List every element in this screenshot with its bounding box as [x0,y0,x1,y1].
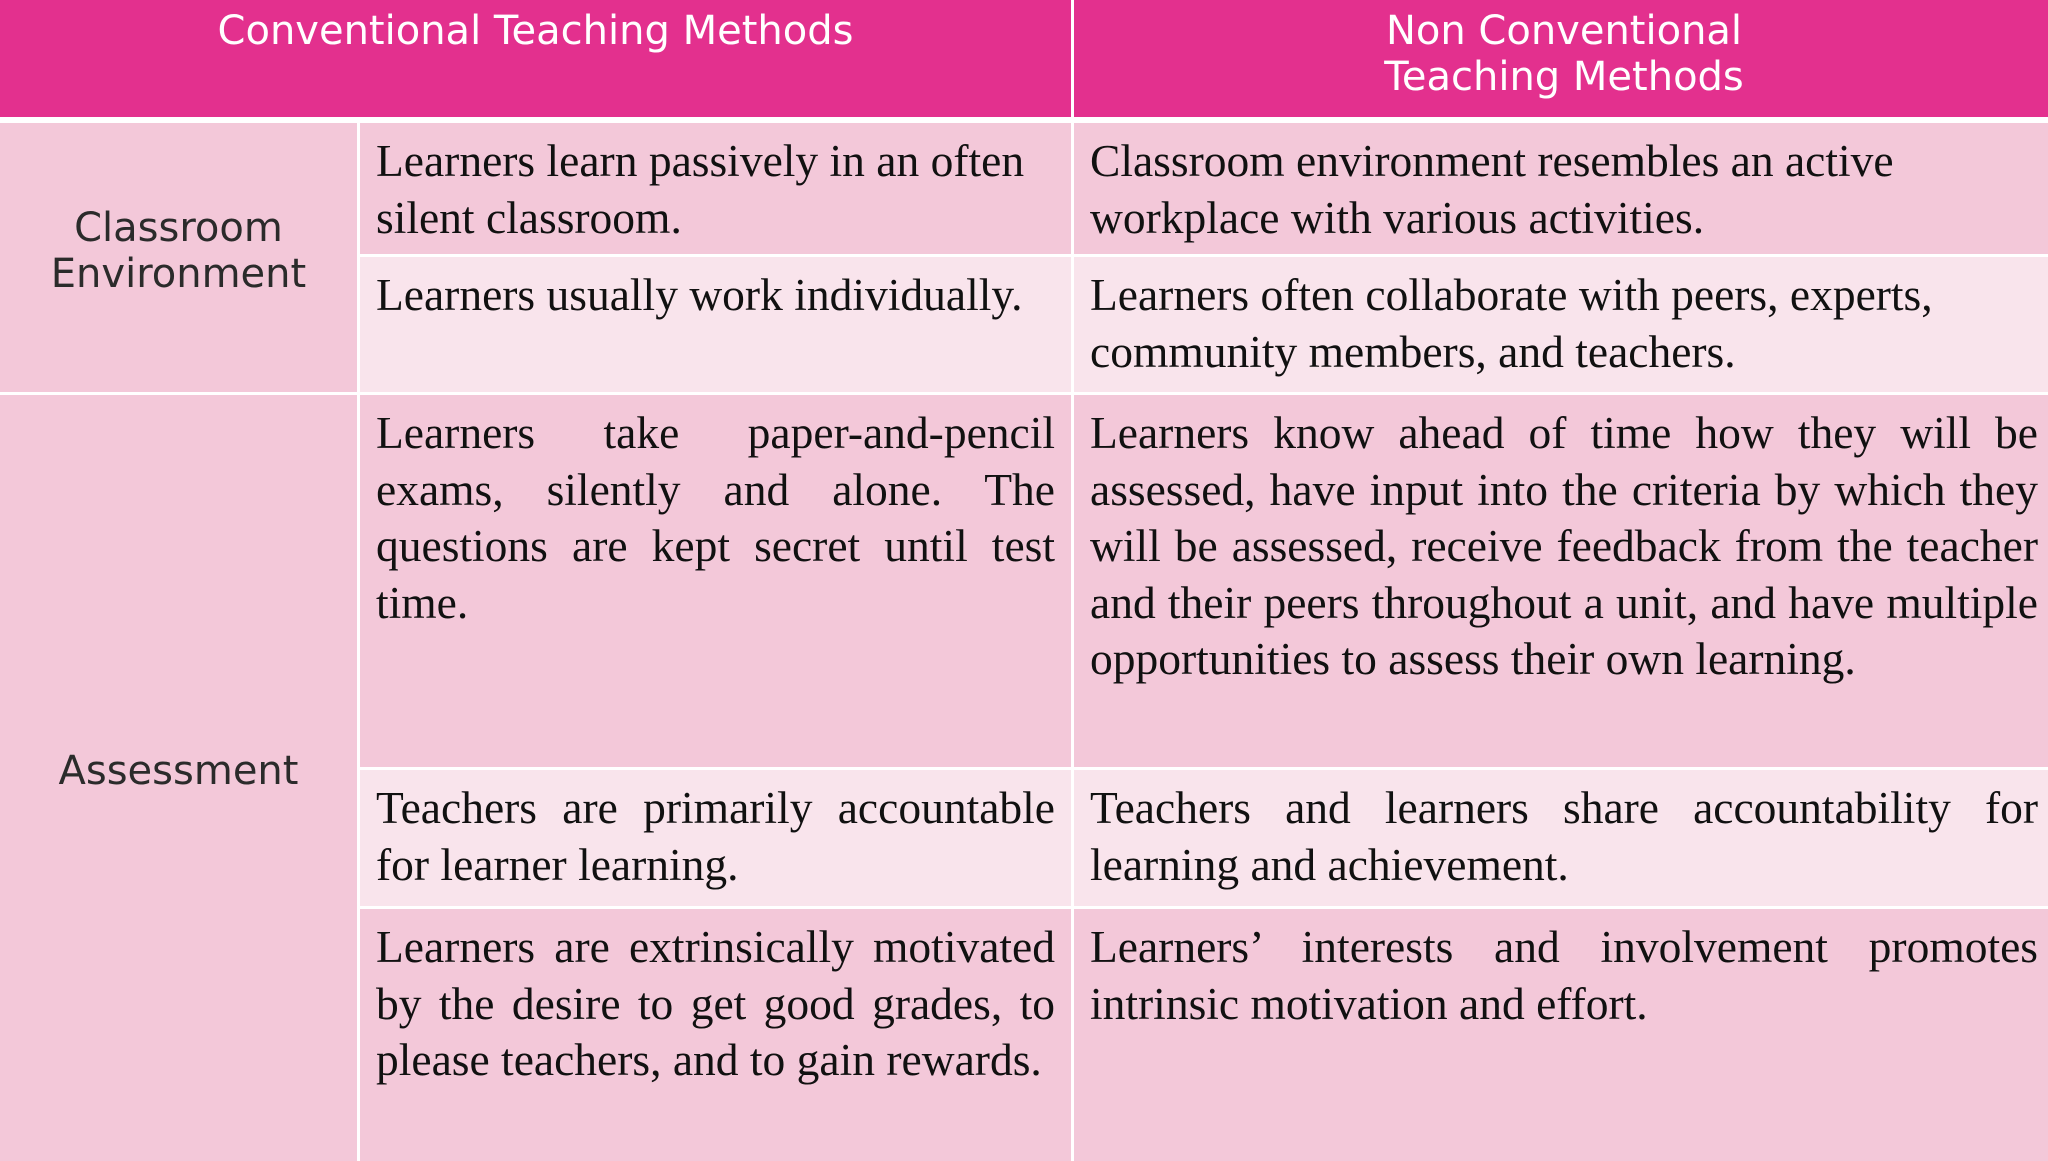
category-classroom-line1: Classroom [74,204,283,251]
header-conventional [0,0,1071,120]
category-classroom-environment [0,123,357,392]
table-cell-non-conventional: Learners often collaborate with peers, experts, community members, and teachers. [1074,257,2048,392]
table-cell-conventional: Learners usually work individually. [360,257,1071,392]
table-cell-conventional: Teachers are primarily accountable for learner learning. [360,770,1071,906]
table-cell-conventional: Learners learn passively in an often silent classroom. [360,123,1071,254]
table-cell-conventional: Learners take paper-and-pencil exams, silently and alone. The questions are kept secret until test time. [360,395,1071,767]
header-non-conventional [1074,0,2048,120]
category-classroom-line2: Environment [50,250,307,297]
table-cell-conventional: Learners are extrinsically motivated by the desire to get good grades, to please teachers, and to gain rewards. [360,909,1071,1161]
header-non-conventional-line2: Teaching Methods [1384,54,1744,100]
table-cell-non-conventional: Classroom environment resembles an active workplace with various activities. [1074,123,2048,254]
table-cell-non-conventional: Learners know ahead of time how they will be assessed, have input into the criteria by which they will be assessed, receive feedback from the teacher and their peers throughout a unit, and have multiple opportunities to assess their own learning. [1074,395,2048,767]
header-non-conventional-line1: Non Conventional [1385,8,1743,54]
table-cell-non-conventional: Teachers and learners share accountability for learning and achievement. [1074,770,2048,906]
table-cell-non-conventional: Learners’ interests and involvement promotes intrinsic motivation and effort. [1074,909,2048,1161]
category-assessment [0,395,357,1161]
category-assessment-label: Assessment [58,748,299,794]
header-conventional-label: Conventional Teaching Methods [217,8,854,54]
